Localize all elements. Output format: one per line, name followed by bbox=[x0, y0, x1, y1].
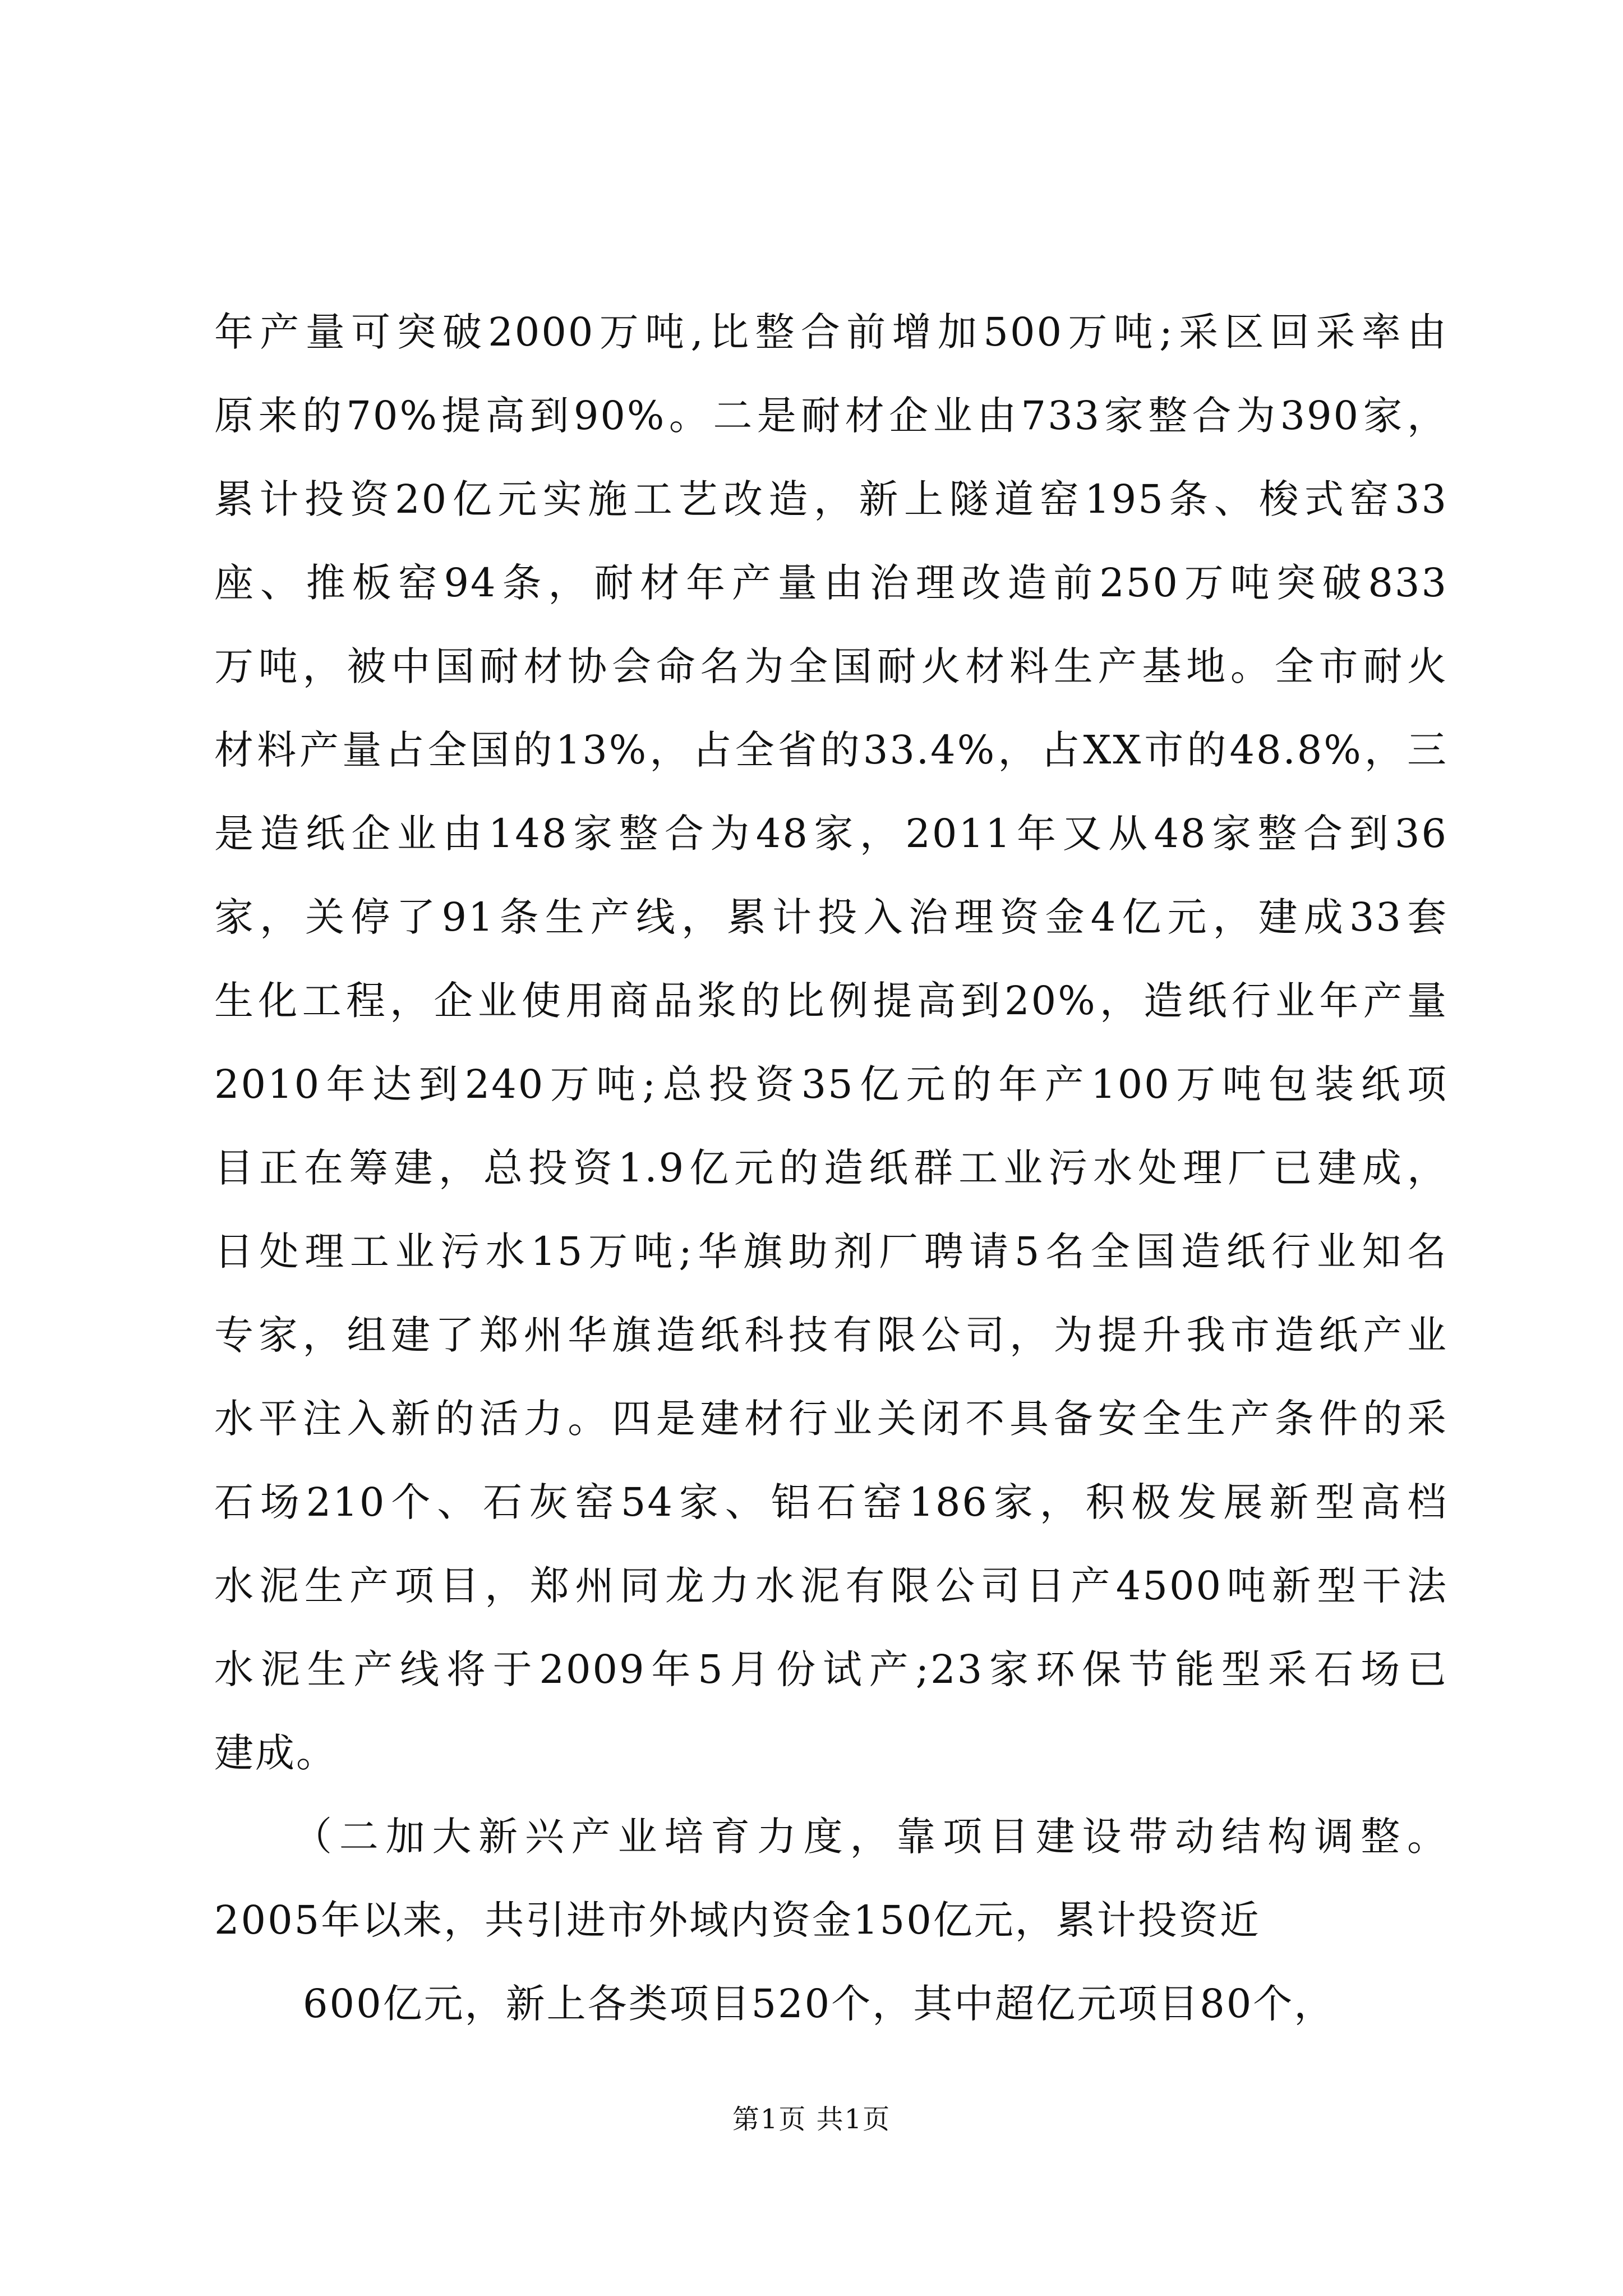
text-line-paragraph-start: （二加大新兴产业培育力度，靠项目建设带动结构调整。 bbox=[293, 1814, 1448, 1860]
text-line: 水平注入新的活力。四是建材行业关闭不具备安全生产条件的采 bbox=[214, 1396, 1448, 1442]
text-line: 累计投资20亿元实施工艺改造，新上隧道窑195条、梭式窑33 bbox=[214, 476, 1448, 522]
text-line: 家，关停了91条生产线，累计投入治理资金4亿元，建成33套 bbox=[214, 894, 1448, 940]
text-line: 专家，组建了郑州华旗造纸科技有限公司，为提升我市造纸产业 bbox=[214, 1312, 1448, 1358]
text-line: 原来的70%提高到90%。二是耐材企业由733家整合为390家， bbox=[214, 393, 1448, 439]
body-text bbox=[214, 291, 1448, 2046]
text-line: 生化工程，企业使用商品浆的比例提高到20%，造纸行业年产量 bbox=[214, 978, 1448, 1024]
text-line: 目正在筹建，总投资1.9亿元的造纸群工业污水处理厂已建成， bbox=[214, 1145, 1448, 1191]
text-line: 材料产量占全国的13%，占全省的33.4%，占XX市的48.8%，三 bbox=[214, 727, 1448, 773]
text-line: 2010年达到240万吨;总投资35亿元的年产100万吨包装纸项 bbox=[214, 1061, 1448, 1107]
text-line: 石场210个、石灰窑54家、铝石窑186家，积极发展新型高档 bbox=[214, 1479, 1448, 1525]
text-line-paragraph-end: 建成。 bbox=[214, 1730, 337, 1776]
text-line: 水泥生产项目，郑州同龙力水泥有限公司日产4500吨新型干法 bbox=[214, 1563, 1448, 1609]
text-line: 年产量可突破2000万吨,比整合前增加500万吨;采区回采率由 bbox=[214, 309, 1448, 355]
text-line: 水泥生产线将于2009年5月份试产;23家环保节能型采石场已 bbox=[214, 1646, 1448, 1692]
text-line: 600亿元，新上各类项目520个，其中超亿元项目80个， bbox=[303, 1981, 1335, 2027]
page-number-footer: 第1页 共1页 bbox=[732, 2104, 891, 2135]
text-line: 万吨，被中国耐材协会命名为全国耐火材料生产基地。全市耐火 bbox=[214, 643, 1448, 689]
text-line: 日处理工业污水15万吨;华旗助剂厂聘请5名全国造纸行业知名 bbox=[214, 1228, 1448, 1274]
text-line: 2005年以来，共引进市外域内资金150亿元，累计投资近 bbox=[214, 1897, 1261, 1943]
text-line: 座、推板窑94条，耐材年产量由治理改造前250万吨突破833 bbox=[214, 560, 1448, 606]
text-line: 是造纸企业由148家整合为48家，2011年又从48家整合到36 bbox=[214, 811, 1448, 857]
